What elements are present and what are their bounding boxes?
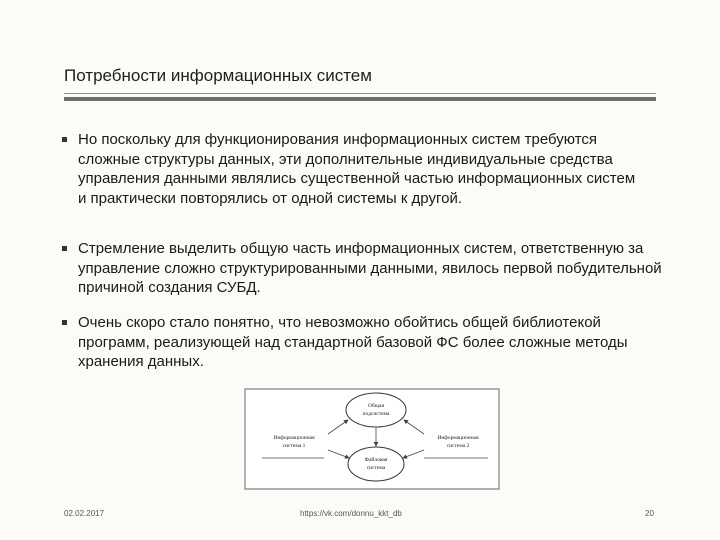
footer-date: 02.02.2017 <box>64 509 105 518</box>
bullet-text: Стремление выделить общую часть информационных систем, ответственную за управление сложно структурированными данными, явилось первой побудительной причиной создания СУБД. <box>78 240 662 296</box>
bullet-text: Очень скоро стало понятно, что невозможно обойтись общей библиотекой программ, реализующей над стандартной базовой ФС более сложные методы хранения данных. <box>78 314 628 370</box>
left-node-label: Информационная <box>273 435 315 441</box>
footer-url: https://vk.com/donnu_kkt_db <box>300 509 402 518</box>
bullet-item <box>62 313 668 372</box>
title-divider-thin <box>64 93 656 94</box>
bottom-node <box>348 447 404 481</box>
bullet-marker <box>62 137 67 142</box>
bottom-node-label: система <box>366 465 386 471</box>
left-node-label: система 1 <box>282 443 306 449</box>
top-node <box>346 393 406 427</box>
system-diagram <box>244 388 500 490</box>
title-divider-thick <box>64 97 656 101</box>
bullet-item <box>62 130 638 208</box>
right-node-label: Информационная <box>437 435 479 441</box>
bottom-node-label: Файловая <box>364 457 388 463</box>
bullet-marker <box>62 320 67 325</box>
bullet-item <box>62 239 668 298</box>
right-node-label: система 2 <box>446 443 470 449</box>
top-node-label: подсистема <box>362 411 390 417</box>
bullet-marker <box>62 246 67 251</box>
footer-page-number: 20 <box>645 509 654 518</box>
top-node-label: Общая <box>368 403 384 409</box>
slide-title: Потребности информационных систем <box>64 66 372 85</box>
bullet-text: Но поскольку для функционирования информационных систем требуются сложные структуры данных, эти дополнительные индивидуальные средства управления данными являлись существенной частью информационных систем и практически повторялись от одной системы к другой. <box>78 131 636 207</box>
